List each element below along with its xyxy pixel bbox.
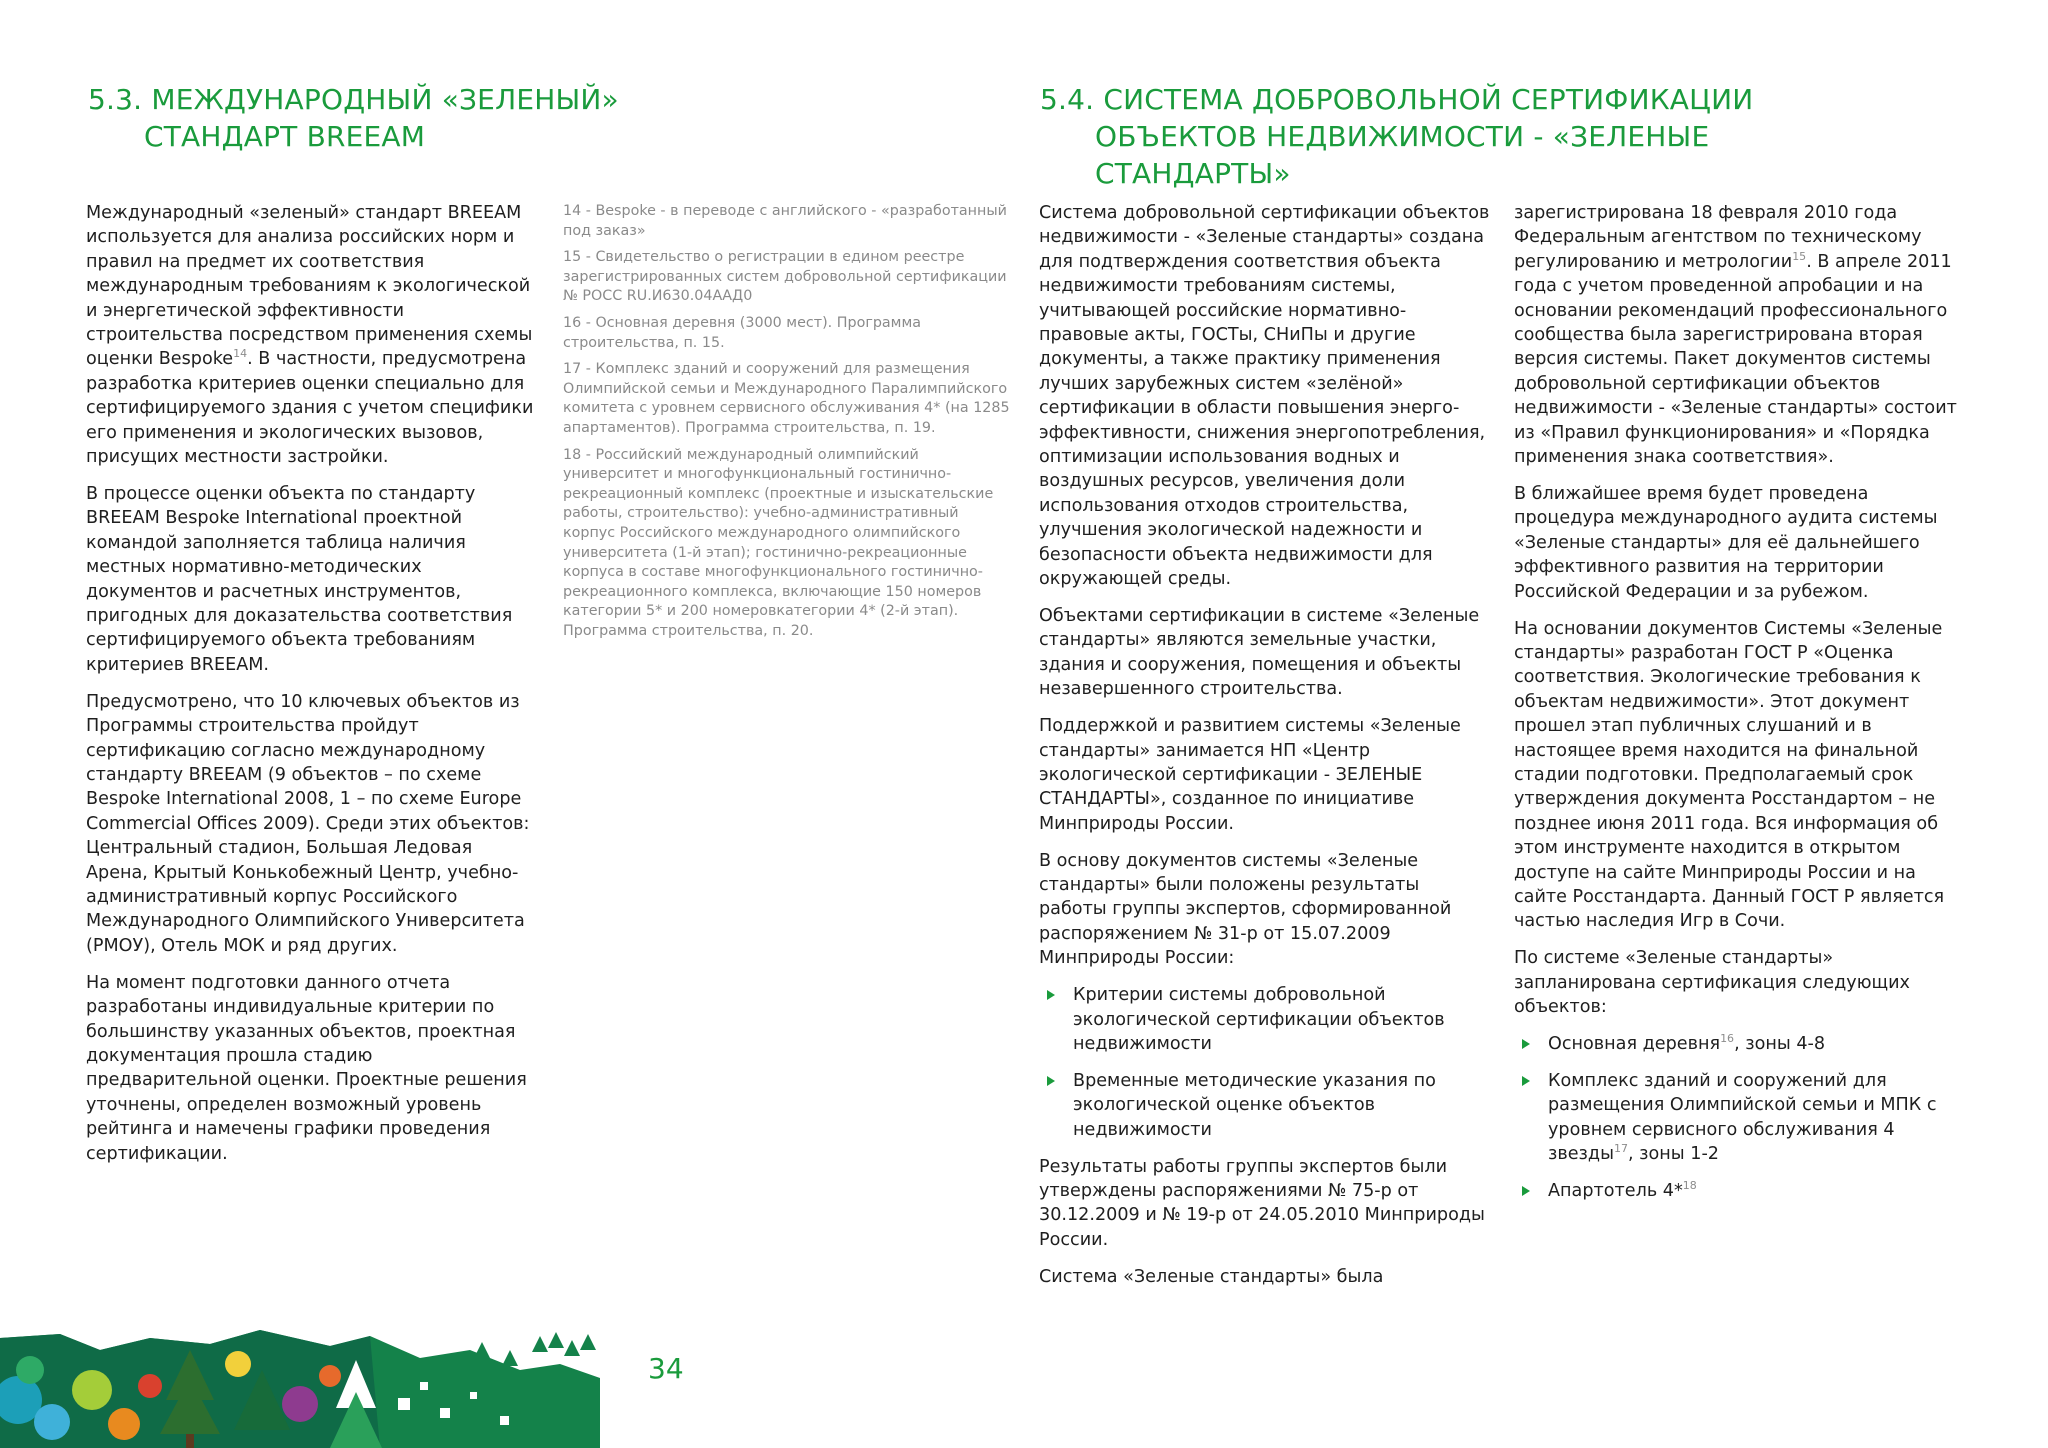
list-item: Апартотель 4*$^{18}$ [1514, 1179, 1966, 1203]
list-item: Критерии системы добровольной экологической сертификации объектов недвижимости [1039, 983, 1491, 1056]
heading-line-1: СИСТЕМА ДОБРОВОЛЬНОЙ СЕРТИФИКАЦИИ [1103, 83, 1754, 116]
expert-documents-list [1039, 983, 1491, 1142]
footnote-15: 15 - Свидетельство о регистрации в едином реестре зарегистрированных систем добровольной сертификации № РОСС RU.И630.04ААД0 [563, 249, 1007, 305]
paragraph: Объектами сертификации в системе «Зеленые стандарты» являются земельные участки, здания и сооружения, помещения и объекты незавершенного строительства. [1039, 606, 1480, 700]
section-number: 5.4. [1040, 83, 1095, 116]
list-item: Основная деревня$^{16}$, зоны 4-8 [1514, 1032, 1966, 1056]
section-5-4-body-left [1039, 201, 1491, 1302]
certification-objects-list [1514, 1032, 1966, 1203]
paragraph: зарегистрирована 18 февраля 2010 года Федеральным агентством по техническому регулированию и метрологии$^{15}$. В апреле 2011 года с учетом проведенной апробации и на основании рекомендаций профессионального сообщества была зарегистрирована вторая версия системы. Пакет документов системы добровольной сертификации объектов недвижимости - «Зеленые стандарты» состоит из «Правил функционирования» и «Порядка применения знака соответствия». [1514, 203, 1957, 468]
paragraph: Предусмотрено, что 10 ключевых объектов из Программы строительства пройдут сертификацию согласно международному стандарту BREEAM (9 объектов – по схеме Bespoke International 2008, 1 – по схеме Europe Commercial Offices 2009). Среди этих объектов: Центральный стадион, Большая Ледовая Арена, Крытый Конькобежный Центр, учебно-административный корпус Российского Международного Олимпийского Университета (РМОУ), Отель МОК и ряд других. [86, 691, 530, 956]
footnote-ref[interactable]: 15 [1792, 249, 1807, 263]
footnote-ref[interactable]: 16 [1720, 1032, 1735, 1045]
section-5-4-heading [1040, 81, 1753, 192]
paragraph: На момент подготовки данного отчета разработаны индивидуальные критерии по большинству указанных объектов, проектная документация прошла стадию предварительной оценки. Проектные решения уточнены, определен возможный уровень рейтинга и намечены графики проведения сертификации. [86, 972, 527, 1164]
triangle-bullet-icon [1522, 1039, 1530, 1049]
section-5-3-heading [88, 81, 619, 155]
section-number: 5.3. [88, 83, 143, 116]
paragraph: Система «Зеленые стандарты» была [1039, 1266, 1384, 1287]
page-number: 34 [648, 1352, 684, 1385]
paragraph: В процессе оценки объекта по стандарту BREEAM Bespoke International проектной командой заполняется таблица наличия местных нормативно-методических документов и расчетных инструментов, пригодных для доказательства соответствия сертифицируемого объекта требованиям критериев BREEAM. [86, 483, 513, 675]
paragraph: Система добровольной сертификации объектов недвижимости - «Зеленые стандарты» создана для подтверждения соответствия объекта недвижимости требованиям системы, учитывающей российские нормативно-правовые акты, ГОСТы, СНиПы и другие документы, а также практику применения лучших зарубежных систем «зелёной» сертификации в области повышения энерго-эффективности, снижения энергопотребления, оптимизации использования водных и воздушных ресурсов, увеличения доли использования отходов строительства, улучшения экологической надежности и безопасности объекта недвижимости для окружающей среды. [1039, 203, 1490, 590]
list-item: Комплекс зданий и сооружений для размещения Олимпийской семьи и МПК с уровнем сервисного обслуживания 4 звезды$^{17}$, зоны 1-2 [1514, 1069, 1966, 1167]
paragraph: В основу документов системы «Зеленые стандарты» были положены результаты работы группы экспертов, сформированной распоряжением № 31-р от 15.07.2009 Минприроды России: [1039, 850, 1452, 969]
paragraph: По системе «Зеленые стандарты» запланирована сертификация следующих объектов: [1514, 948, 1910, 1018]
heading-line-1: МЕЖДУНАРОДНЫЙ «ЗЕЛЕНЫЙ» [151, 83, 619, 116]
footnote-18: 18 - Российский международный олимпийский университет и многофункциональный гостинично-рекреационный комплекс (проектные и изыскательские работы, строительство): учебно-административный корпус Российского международного олимпийского университета (1-й этап); гостинично-рекреационные корпуса в составе многофункционального гостинично-рекреационного комплекса, включающие 150 номеров категории 5* и 200 номеровкатегории 4* (2-й этап). Программа строительства, п. 20. [563, 446, 994, 639]
footnote-14: 14 - Bespoke - в переводе с английского - «разработанный под заказ» [563, 203, 1007, 239]
decorative-pattern [0, 1330, 600, 1448]
section-5-3-body [86, 201, 538, 1178]
heading-line-2: ОБЪЕКТОВ НЕДВИЖИМОСТИ - «ЗЕЛЕНЫЕ [1095, 120, 1710, 153]
triangle-bullet-icon [1047, 1076, 1055, 1086]
footnote-ref[interactable]: 18 [1682, 1179, 1697, 1193]
footnote-ref[interactable]: 17 [1613, 1142, 1628, 1156]
list-item: Временные методические указания по экологической оценке объектов недвижимости [1039, 1069, 1491, 1142]
footnote-ref[interactable]: 14 [233, 347, 248, 361]
paragraph: Поддержкой и развитием системы «Зеленые стандарты» занимается НП «Центр экологической сертификации - ЗЕЛЕНЫЕ СТАНДАРТЫ», созданное по инициативе Минприроды России. [1039, 716, 1461, 834]
paragraph: В ближайшее время будет проведена процедура международного аудита системы «Зеленые стандарты» для её дальнейшего эффективного развития на территории Российской Федерации и за рубежом. [1514, 483, 1938, 602]
footnotes [563, 202, 1013, 648]
paragraph: Результаты работы группы экспертов были утверждены распоряжениями № 75-р от 30.12.2009 и № 19-р от 24.05.2010 Минприроды России. [1039, 1156, 1485, 1250]
triangle-bullet-icon [1047, 990, 1055, 1000]
triangle-bullet-icon [1522, 1076, 1530, 1086]
triangle-bullet-icon [1522, 1186, 1530, 1196]
footnote-17: 17 - Комплекс зданий и сооружений для размещения Олимпийской семьи и Международного Паралимпийского комитета с уровнем сервисного обслуживания 4* (на 1285 апартаментов). Программа строительства, п. 19. [563, 361, 1010, 436]
paragraph: На основании документов Системы «Зеленые стандарты» разработан ГОСТ Р «Оценка соответствия. Экологические требования к объектам недвижимости». Этот документ прошел этап публичных слушаний и в настоящее время находится на финальной стадии подготовки. Предполагаемый срок утверждения документа Росстандартом – не позднее июня 2011 года. Вся информация об этом инструменте находится в открытом доступе на сайте Минприроды России и на сайте Росстандарта. Данный ГОСТ Р является частью наследия Игр в Сочи. [1514, 618, 1945, 932]
paragraph: Международный «зеленый» стандарт BREEAM используется для анализа российских норм и правил на предмет их соответствия международным требованиям к экологической и энергетической эффективности строительства посредством применения схемы оценки Bespoke$^{14}$. В частности, предусмотрена разработка критериев оценки специально для сертифицируемого здания с учетом специфики его применения и экологических вызовов, присущих местности застройки. [86, 203, 534, 468]
footnote-16: 16 - Основная деревня (3000 мест). Программа строительства, п. 15. [563, 314, 921, 351]
heading-line-3: СТАНДАРТЫ» [1095, 157, 1291, 190]
section-5-4-body-right [1514, 201, 1966, 1216]
heading-line-2: СТАНДАРТ BREEAM [144, 120, 426, 153]
